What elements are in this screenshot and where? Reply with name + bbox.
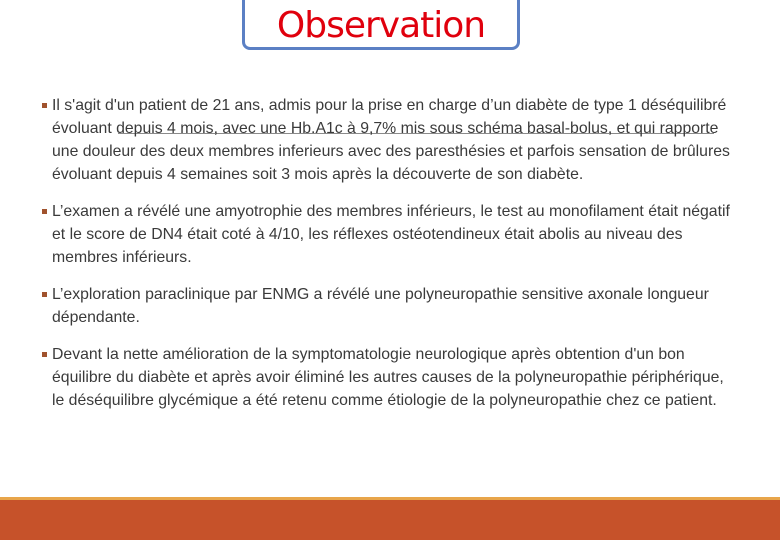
bullet-icon xyxy=(42,352,47,357)
paragraph-text: Devant la nette amélioration de la symptomatologie neurologique après obtention d'un bon équilibre du diabète et après avoir éliminé les autres causes de la polyneuropathie périphérique, le déséquilibre glycémique a été retenu comme étiologie de la polyneuropathie chez ce patient. xyxy=(52,346,724,409)
paragraph-text: L’exploration paraclinique par ENMG a révélé une polyneuropathie sensitive axonale longueur dépendante. xyxy=(52,286,709,326)
paragraph-3 xyxy=(42,283,732,329)
slide-body xyxy=(42,94,732,426)
paragraph-text: L’examen a révélé une amyotrophie des membres inférieurs, le test au monofilament était négatif et le score de DN4 était coté à 4/10, les réflexes ostéotendineux était abolis au niveau des membres inférieurs. xyxy=(52,203,730,266)
bullet-icon xyxy=(42,103,47,108)
paragraph-1 xyxy=(42,94,732,186)
bullet-icon xyxy=(42,209,47,214)
paragraph-4 xyxy=(42,343,732,412)
slide-title: Observation xyxy=(276,5,486,46)
footer-bar xyxy=(0,500,780,540)
bullet-icon xyxy=(42,292,47,297)
paragraph-2 xyxy=(42,200,732,269)
paragraph-text: Il s'agit d'un patient de 21 ans, admis pour la prise en charge d’un diabète de type 1 déséquilibré évoluant depuis 4 mois, avec une Hb.A1c à 9,7% mis sous schéma basal-bolus, et qui rapporte une douleur des deux membres inferieurs avec des paresthésies et parfois sensation de brûlures évoluant depuis 4 semaines soit 3 mois après la découverte de son diabète. xyxy=(52,97,730,183)
